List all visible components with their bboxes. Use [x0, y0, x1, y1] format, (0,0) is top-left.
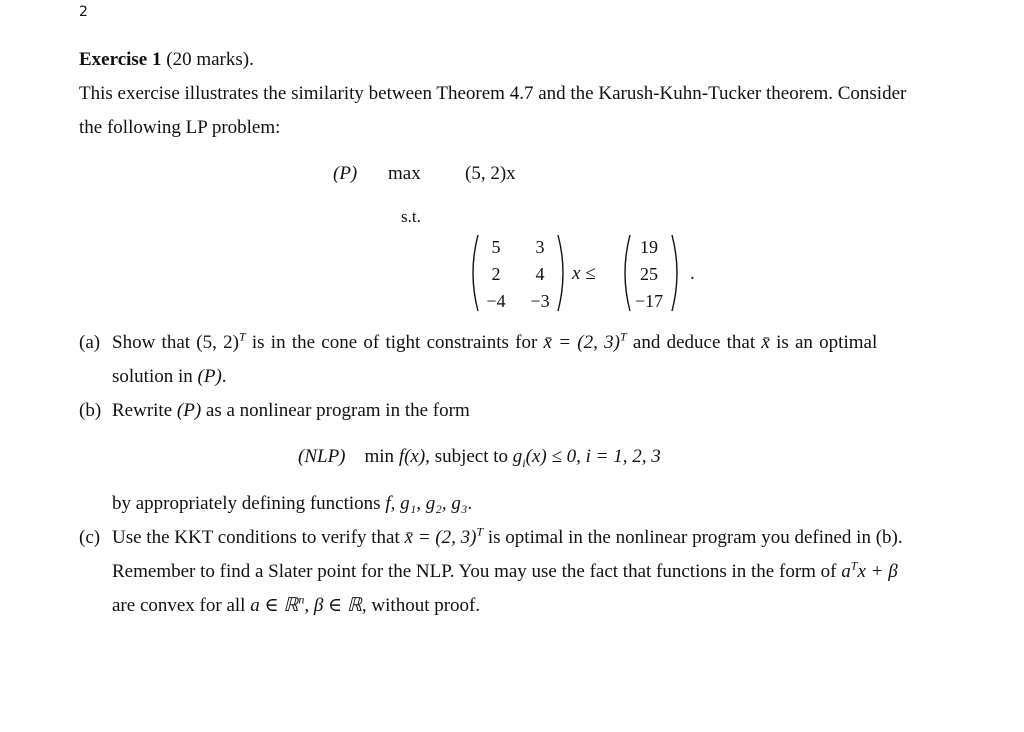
- part-a-math: x̄: [761, 332, 770, 353]
- nlp-g: g: [512, 446, 523, 467]
- part-a-text: and deduce that: [632, 332, 756, 353]
- intro-line-2: the following LP problem:: [79, 117, 281, 138]
- part-b-text: as a nonlinear program in the form: [205, 400, 470, 421]
- problem-label: (P): [333, 163, 358, 184]
- nlp-subject: subject to: [434, 446, 509, 467]
- matrix-cell: 4: [535, 264, 545, 284]
- part-a-text: .: [221, 366, 227, 387]
- part-a-text: is an optimal: [776, 332, 878, 353]
- nlp-label: (NLP): [298, 446, 346, 467]
- part-c-sup: T: [850, 558, 858, 573]
- vector-b: [618, 233, 684, 313]
- part-b-text: Rewrite: [112, 400, 173, 421]
- part-b-text: .: [467, 493, 473, 514]
- problem-objective: (5, 2)x: [465, 163, 516, 184]
- part-b-math: f, g₁, g₂, g₃: [385, 493, 468, 514]
- part-a-text: solution in: [112, 366, 193, 387]
- problem-op: max: [388, 163, 421, 184]
- part-c-math: a ∈ ℝ: [250, 595, 299, 616]
- part-c-sup: T: [476, 524, 484, 539]
- vector-cell: −17: [634, 291, 664, 311]
- nlp-f: f(x),: [398, 446, 430, 467]
- nlp-g-sub: i: [522, 455, 526, 470]
- nlp-rest: (x) ≤ 0, i = 1, 2, 3: [525, 446, 661, 467]
- part-a-sup: T: [619, 329, 627, 344]
- problem-st: s.t.: [401, 207, 421, 226]
- matrix-dot: .: [690, 263, 695, 284]
- part-b-label: (b): [79, 400, 102, 421]
- exercise-heading: [79, 48, 254, 72]
- nlp-min: min: [364, 446, 395, 467]
- part-c-text: are convex for all: [112, 595, 246, 616]
- right-paren-a: [556, 233, 570, 313]
- part-b-text: by appropriately defining functions: [112, 493, 381, 514]
- part-c-sup: n: [298, 592, 305, 607]
- part-c-text: Remember to find a Slater point for the NLP. You may use the fact that functions in the form of: [112, 561, 837, 582]
- part-c-math: a: [841, 561, 851, 582]
- part-b-math: (P): [176, 400, 202, 421]
- vector-cell: 19: [640, 237, 658, 257]
- part-c-text: Use the KKT conditions to verify that: [112, 527, 400, 548]
- part-a-math: (P): [197, 366, 222, 387]
- right-paren-b: [670, 233, 684, 313]
- x-leq: x ≤: [572, 263, 596, 284]
- intro-line-1: This exercise illustrates the similarity between Theorem 4.7 and the Karush-Kuhn-Tucker theorem. Consider: [79, 83, 907, 104]
- part-c-text: is optimal in the nonlinear program you defined in (b).: [487, 527, 903, 548]
- exercise-marks: (20 marks).: [166, 49, 254, 70]
- part-c-line-1: [112, 526, 903, 550]
- page-number: 2: [79, 4, 88, 20]
- part-c-math: x + β: [857, 561, 898, 582]
- matrix-cell: 3: [535, 237, 545, 257]
- exercise-title: Exercise 1: [79, 49, 162, 70]
- part-a-math: (5, 2): [196, 332, 239, 353]
- matrix-cell: −4: [486, 291, 506, 311]
- vector-cell: 25: [640, 264, 658, 284]
- part-a-line-2: [112, 365, 227, 389]
- part-c-math: x̄ = (2, 3): [404, 527, 477, 548]
- part-a-text: is in the cone of tight constraints for: [251, 332, 538, 353]
- part-c-line-2: [112, 560, 898, 584]
- part-b-line-3: [112, 492, 472, 516]
- part-c-text: without proof.: [371, 595, 481, 616]
- matrix-cell: −3: [530, 291, 550, 311]
- matrix-cell: 2: [491, 264, 501, 284]
- part-a-text: Show that: [112, 332, 191, 353]
- nlp-formula: [298, 445, 661, 469]
- part-a-math: x̄ = (2, 3): [543, 332, 620, 353]
- part-c-line-3: [112, 594, 480, 618]
- part-c-math: , β ∈ ℝ,: [304, 595, 367, 616]
- part-b-line-1: [112, 399, 470, 423]
- left-paren-b: [618, 233, 632, 313]
- matrix-cell: 5: [491, 237, 501, 257]
- part-c-label: (c): [79, 527, 101, 548]
- matrix-a: [466, 233, 570, 313]
- part-a-sup: T: [238, 329, 246, 344]
- part-a-label: (a): [79, 332, 101, 353]
- part-a-line-1: [112, 331, 877, 355]
